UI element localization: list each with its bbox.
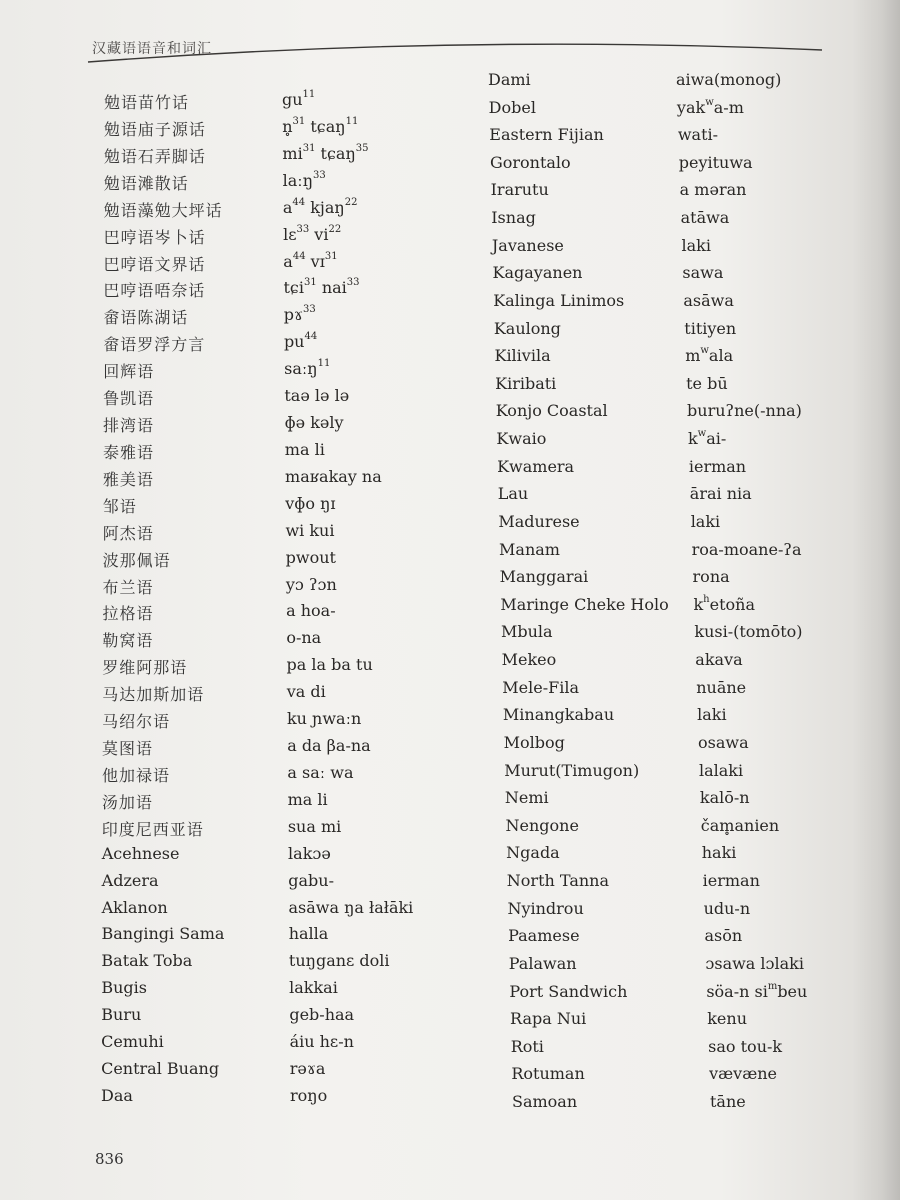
language-name: 罗维阿那语 xyxy=(102,658,188,678)
word-form: maʁakay na xyxy=(285,466,382,486)
language-name: Paamese xyxy=(508,926,580,946)
language-name: 勉语石弄脚话 xyxy=(103,146,206,166)
language-name: Dobel xyxy=(488,97,536,117)
word-form: vævæne xyxy=(709,1064,778,1084)
language-name: 雅美语 xyxy=(102,469,154,489)
language-name: Central Buang xyxy=(101,1059,220,1079)
word-form: atāwa xyxy=(680,208,730,228)
word-form: udu-n xyxy=(703,898,751,918)
word-form: roa-moane-ʔa xyxy=(691,539,802,559)
language-name: 巴哼语岑卜话 xyxy=(103,227,206,247)
word-form: ierman xyxy=(702,871,760,891)
language-name: 勉语庙子源话 xyxy=(103,119,206,139)
language-name: Mbula xyxy=(500,622,553,642)
word-form: pa la ba tu xyxy=(286,655,373,675)
language-name: Bangingi Sama xyxy=(101,924,225,944)
language-name: Murut(Timugon) xyxy=(504,760,640,780)
word-form: asāwa xyxy=(683,290,734,310)
word-form: lakɔə xyxy=(288,843,331,863)
language-name: 马绍尔语 xyxy=(102,712,171,732)
language-name: Acehnese xyxy=(101,843,180,863)
language-name: Mele-Fila xyxy=(502,677,579,697)
language-name: 布兰语 xyxy=(102,577,154,597)
word-form: haki xyxy=(701,843,737,863)
language-name: Kwaio xyxy=(496,429,547,449)
language-name: Ngada xyxy=(506,843,560,863)
page-edge-shadow xyxy=(852,0,900,1200)
word-form: $gu^{11}$ xyxy=(282,89,316,109)
language-name: 勒窝语 xyxy=(102,631,154,651)
language-name: 勉语苗竹话 xyxy=(104,93,190,112)
word-form: akava xyxy=(695,650,743,670)
word-form: ma li xyxy=(287,789,328,809)
language-name: Kwamera xyxy=(497,456,575,476)
language-name: 巴哼语唔奈话 xyxy=(103,281,206,301)
language-name: Kagayanen xyxy=(492,263,583,283)
language-name: Bugis xyxy=(101,978,147,998)
word-form: laːŋ$^{33}$ xyxy=(282,169,326,190)
word-form: a məran xyxy=(679,180,747,200)
word-form: $a^{44}$ vɪ$^{31}$ xyxy=(283,250,338,271)
word-form: ku ɲwaːn xyxy=(286,709,362,729)
word-form: sawa xyxy=(682,263,724,283)
language-name: North Tanna xyxy=(506,871,610,891)
language-name: 汤加语 xyxy=(101,792,153,812)
page-number: 836 xyxy=(95,1150,124,1168)
language-name: 巴哼语文界话 xyxy=(103,254,206,274)
word-form: gabu- xyxy=(288,870,334,890)
language-name: Nyindrou xyxy=(507,898,584,918)
word-form: wi kui xyxy=(285,520,335,540)
language-name: 排湾语 xyxy=(103,416,155,436)
word-form: geb-haa xyxy=(289,1005,355,1025)
language-name: Batak Toba xyxy=(101,951,193,971)
word-form: kusi-(tomōto) xyxy=(694,622,803,642)
word-form: tuŋganɛ doli xyxy=(288,951,390,971)
word-form: osawa xyxy=(698,732,749,752)
language-name: Roti xyxy=(510,1036,544,1056)
language-name: Kalinga Linimos xyxy=(493,290,625,310)
language-name: Port Sandwich xyxy=(509,981,628,1001)
language-name: Kaulong xyxy=(493,318,561,338)
word-form: ɔsawa lɔlaki xyxy=(705,953,804,973)
language-name: Mekeo xyxy=(501,650,557,670)
word-form: laki xyxy=(681,235,711,255)
word-form: roŋo xyxy=(290,1086,328,1105)
running-header: 汉藏语语音和词汇 xyxy=(92,41,212,57)
word-form: asāwa ŋa łałāki xyxy=(288,897,414,917)
word-form: rona xyxy=(692,567,730,587)
word-form: ārai nia xyxy=(689,484,752,504)
language-name: 勉语滩散话 xyxy=(103,173,189,193)
language-name: Nemi xyxy=(504,788,549,808)
language-name: Molbog xyxy=(503,732,565,752)
language-name: Gorontalo xyxy=(489,152,571,172)
word-form: nuāne xyxy=(696,677,747,697)
word-form: laki xyxy=(690,511,721,531)
word-form: pɤ$^{33}$ xyxy=(283,304,316,325)
word-form: buruʔne(-nna) xyxy=(687,401,802,421)
word-form: yak$^w$a-m xyxy=(676,96,744,117)
word-form: a saː wa xyxy=(287,762,354,782)
word-form: lakkai xyxy=(289,978,338,998)
word-form: tāne xyxy=(710,1092,746,1111)
language-name: 莫图语 xyxy=(102,739,154,759)
word-form: $pu^{44}$ xyxy=(283,331,318,352)
language-name: 畲语罗浮方言 xyxy=(103,335,206,355)
word-form: lɛ$^{33}$ $vi^{22}$ xyxy=(283,223,342,244)
word-form: sao tou-k xyxy=(708,1036,783,1056)
word-form: $m^wala$ xyxy=(685,345,734,366)
language-name: 他加禄语 xyxy=(101,765,170,785)
word-form: sua mi xyxy=(287,816,342,836)
language-name: Isnag xyxy=(491,208,536,228)
language-name: 勉语藻勉大坪话 xyxy=(103,200,223,220)
word-form: taə lə lə xyxy=(284,386,350,406)
language-name: Aklanon xyxy=(101,897,168,917)
language-name: Manam xyxy=(499,539,560,559)
word-form: o-na xyxy=(286,628,322,648)
language-name: 波那佩语 xyxy=(102,550,171,570)
word-form: lalaki xyxy=(698,760,744,780)
language-name: Kiribati xyxy=(495,373,557,393)
word-form: pwout xyxy=(285,547,336,567)
language-name: Cemuhi xyxy=(101,1032,164,1052)
language-name: Minangkabau xyxy=(502,705,615,725)
word-form: ɸə kəly xyxy=(284,413,344,433)
word-form: $a^{44}$ kjaŋ$^{22}$ xyxy=(282,196,358,217)
language-name: 拉格语 xyxy=(102,604,154,624)
word-form: $k^hetoña$ xyxy=(693,593,755,614)
word-form: halla xyxy=(288,924,329,944)
language-name: 印度尼西亚语 xyxy=(101,819,204,839)
word-form: laki xyxy=(697,705,727,725)
language-name: Kilivila xyxy=(494,346,551,366)
word-form: kalō-n xyxy=(699,788,750,808)
language-name: Rapa Nui xyxy=(510,1009,587,1029)
word-form: söa-n $si^mbeu$ xyxy=(706,980,808,1001)
word-form: saːŋ$^{11}$ xyxy=(284,358,331,379)
language-name: Samoan xyxy=(512,1092,578,1111)
language-name: Adzera xyxy=(101,870,159,890)
word-form: peyituwa xyxy=(678,152,753,172)
language-name: 畲语陈湖话 xyxy=(103,308,189,328)
language-name: Dami xyxy=(488,70,531,89)
word-form: wati- xyxy=(677,125,719,145)
language-name: Madurese xyxy=(498,511,580,531)
language-name: Eastern Fijian xyxy=(489,125,604,145)
word-form: ierman xyxy=(688,456,747,476)
language-name: 邹语 xyxy=(102,496,137,516)
language-name: Rotuman xyxy=(511,1064,585,1084)
word-form: va di xyxy=(286,682,326,702)
word-form: áiu hɛ-n xyxy=(289,1032,354,1052)
language-name: Manggarai xyxy=(499,567,589,587)
word-form: tɕi$^{31}$ nai$^{33}$ xyxy=(283,277,360,298)
language-name: 阿杰语 xyxy=(102,523,154,543)
language-name: Irarutu xyxy=(490,180,549,200)
word-form: kenu xyxy=(707,1009,748,1029)
word-form: čam̥anien xyxy=(700,815,780,835)
language-name: Buru xyxy=(101,1005,142,1025)
language-name: Daa xyxy=(101,1086,133,1105)
language-name: Maringe Cheke Holo xyxy=(500,594,669,614)
word-form: a da βa-na xyxy=(287,736,371,756)
word-form: vɸo ŋɪ xyxy=(285,493,336,513)
word-form: rəɤa xyxy=(289,1059,326,1079)
language-name: 泰雅语 xyxy=(102,442,154,462)
word-form: a hoa- xyxy=(286,601,336,621)
word-form: ma li xyxy=(284,439,325,459)
language-name: Nengone xyxy=(505,815,579,835)
word-form: n̥$^{31}$ tɕaŋ$^{11}$ xyxy=(282,115,359,136)
language-name: Javanese xyxy=(491,235,564,255)
word-form: $k^wai-$ xyxy=(687,428,727,449)
word-form: $mi^{31}$ tɕaŋ$^{35}$ xyxy=(282,142,369,163)
word-form: yɔ ʔɔn xyxy=(285,574,337,594)
language-name: 回辉语 xyxy=(103,362,155,382)
word-form: asōn xyxy=(704,926,743,946)
language-name: Lau xyxy=(497,484,529,504)
word-form: aiwa(monog) xyxy=(676,70,782,89)
word-form: titiyen xyxy=(684,318,737,338)
language-name: Palawan xyxy=(508,953,577,973)
language-name: Konjo Coastal xyxy=(495,401,608,421)
language-name: 马达加斯加语 xyxy=(102,685,205,705)
word-form: te bū xyxy=(686,373,728,393)
language-name: 鲁凯语 xyxy=(103,389,155,409)
